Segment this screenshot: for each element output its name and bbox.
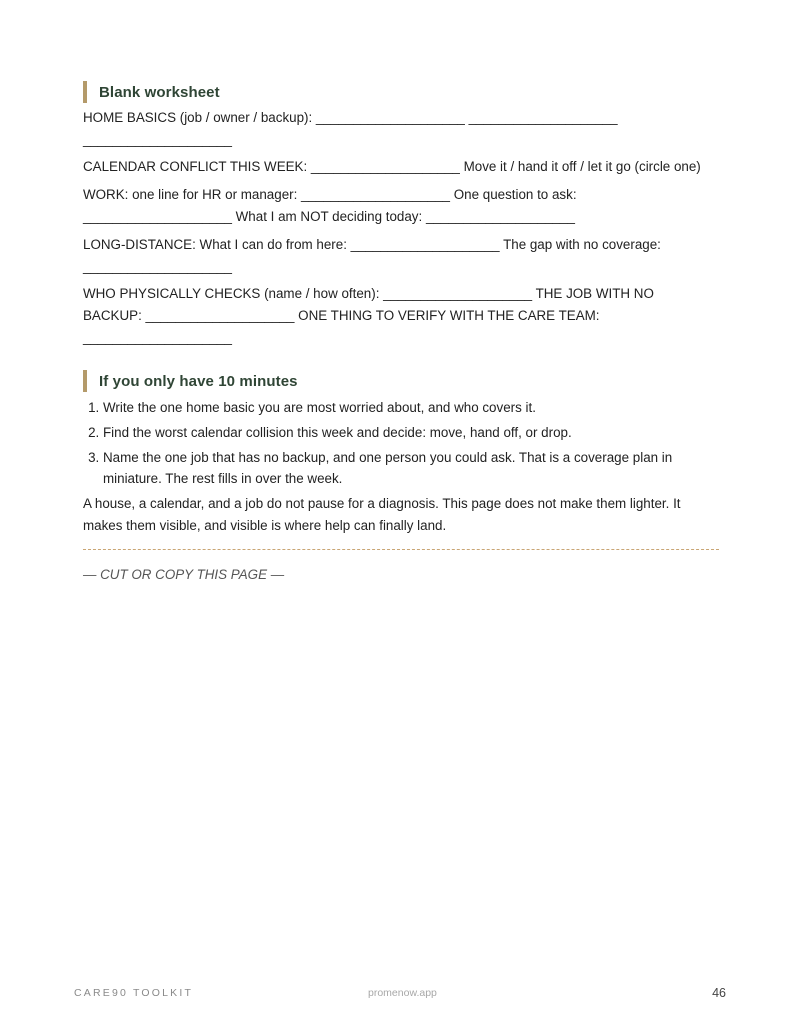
accent-bar	[83, 81, 87, 103]
footer-brand: CARE90 TOOLKIT	[74, 987, 194, 999]
closing-paragraph: A house, a calendar, and a job do not pause for a diagnosis. This page does not make them lighter. It makes them visible, and visible is where help can finally land.	[83, 496, 681, 533]
worksheet-line-physical-checks-cont2: ____________________	[83, 330, 232, 345]
list-item: 2. Find the worst calendar collision this week and decide: move, hand off, or drop.	[103, 422, 723, 443]
quick-heading-text: If you only have 10 minutes	[99, 372, 298, 390]
worksheet-heading-text: Blank worksheet	[99, 83, 220, 101]
page-footer	[74, 986, 726, 1002]
worksheet-line-calendar-conflict: CALENDAR CONFLICT THIS WEEK: ____________________ Move it / hand it off / let it go (circle one)	[83, 159, 701, 174]
worksheet-line-long-distance-cont: ____________________	[83, 259, 232, 274]
list-item: 1. Write the one home basic you are most worried about, and who covers it.	[103, 397, 723, 418]
worksheet-line-work: WORK: one line for HR or manager: ____________________ One question to ask:	[83, 187, 577, 202]
page-content	[83, 80, 723, 582]
worksheet-heading	[83, 80, 723, 104]
quick-steps-list	[83, 397, 723, 489]
list-item: 3. Name the one job that has no backup, and one person you could ask. That is a coverage plan in miniature. The rest fills in over the week.	[103, 447, 723, 489]
worksheet-line-home-basics: HOME BASICS (job / owner / backup): ____________________ ____________________	[83, 110, 618, 125]
accent-bar	[83, 370, 87, 392]
cut-note: — CUT OR COPY THIS PAGE —	[83, 567, 285, 582]
page-number: 46	[712, 986, 726, 1000]
cut-divider	[83, 549, 719, 550]
worksheet-line-home-basics-cont: ____________________	[83, 132, 232, 147]
footer-site: promenow.app	[368, 987, 437, 999]
worksheet-line-physical-checks-cont: BACKUP: ____________________ ONE THING TO VERIFY WITH THE CARE TEAM:	[83, 308, 600, 323]
worksheet-line-physical-checks: WHO PHYSICALLY CHECKS (name / how often): ____________________ THE JOB WITH NO	[83, 286, 654, 301]
quick-heading	[83, 369, 723, 393]
worksheet-line-work-cont: ____________________ What I am NOT deciding today: ____________________	[83, 209, 575, 224]
worksheet-line-long-distance: LONG-DISTANCE: What I can do from here: ____________________ The gap with no coverage:	[83, 237, 661, 252]
